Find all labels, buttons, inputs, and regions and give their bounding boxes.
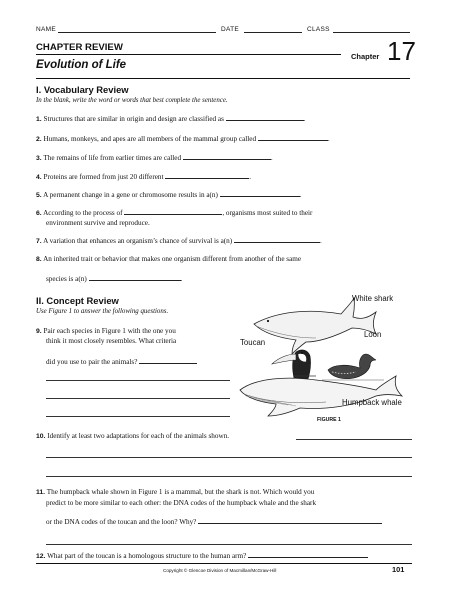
vocab-item-5: 5. A permanent change in a gene or chromosome results in a(n) . xyxy=(36,191,302,199)
figure-1-illustration xyxy=(236,290,416,430)
answer-line[interactable] xyxy=(46,380,230,381)
q11-line1: 11. The humpback whale shown in Figure 1 is a mammal, but the shark is not. Which would you xyxy=(36,488,315,496)
vocab-item-6-line2: environment survive and reproduce. xyxy=(46,219,150,227)
label-white-shark: White shark xyxy=(352,294,394,303)
answer-blank[interactable] xyxy=(226,113,304,121)
name-label: NAME xyxy=(36,26,56,33)
white-shark-drawing xyxy=(254,298,376,354)
figure-caption: FIGURE 1 xyxy=(317,417,341,423)
vocab-item-8: 8. An inherited trait or behavior that makes one organism different from another of the same xyxy=(36,255,302,263)
vocab-item-3: 3. The remains of life from earlier times are called . xyxy=(36,154,273,162)
answer-line[interactable] xyxy=(46,544,412,545)
page-title: Evolution of Life xyxy=(36,59,127,71)
answer-line[interactable] xyxy=(46,398,230,399)
concept-instruction: Use Figure 1 to answer the following questions. xyxy=(36,308,169,315)
answer-blank[interactable] xyxy=(89,273,181,281)
vocab-item-6: 6. According to the process of , organisms most suited to their xyxy=(36,209,313,217)
answer-blank[interactable] xyxy=(198,516,382,524)
header-rule xyxy=(36,78,410,79)
date-field[interactable] xyxy=(244,25,302,33)
answer-line[interactable] xyxy=(46,476,412,477)
humpback-whale-drawing xyxy=(240,376,402,416)
label-humpback-whale: Humpback whale xyxy=(342,398,402,407)
copyright: Copyright © Glencoe Division of Macmillan/McGraw-Hill xyxy=(163,568,277,573)
class-label: CLASS xyxy=(307,26,330,33)
label-toucan: Toucan xyxy=(240,338,266,347)
vocab-item-4: 4. Proteins are formed from just 20 different . xyxy=(36,173,252,181)
answer-line[interactable] xyxy=(46,457,412,458)
answer-blank[interactable] xyxy=(183,152,271,160)
q9-line3: did you use to pair the animals? xyxy=(46,356,197,367)
page-number: 101 xyxy=(392,565,405,574)
vocab-item-2: 2. Humans, monkeys, and apes are all members of the mammal group called . xyxy=(36,135,330,143)
answer-blank[interactable] xyxy=(258,133,328,141)
chapter-word: Chapter xyxy=(351,52,380,61)
date-label: DATE xyxy=(221,26,240,33)
q11-line2: predict to be more similar to each other: the DNA codes of the humpback whale and the shark xyxy=(46,499,317,507)
vocab-item-1: 1. Structures that are similar in origin and design are classified as . xyxy=(36,115,306,123)
title-rule xyxy=(36,54,341,55)
label-loon: Loon xyxy=(364,330,382,339)
answer-line[interactable] xyxy=(296,439,412,440)
answer-blank[interactable] xyxy=(124,207,222,215)
vocab-heading: I. Vocabulary Review xyxy=(36,84,129,95)
answer-blank[interactable] xyxy=(165,171,249,179)
q12: 12. What part of the toucan is a homologous structure to the human arm? xyxy=(36,550,368,562)
q9-line1: 9. Pair each species in Figure 1 with the one you xyxy=(36,327,176,335)
answer-blank[interactable] xyxy=(248,550,368,558)
name-field[interactable] xyxy=(58,25,216,33)
answer-blank[interactable] xyxy=(139,356,197,364)
answer-blank[interactable] xyxy=(234,235,320,243)
q10: 10. Identify at least two adaptations for each of the animals shown. xyxy=(36,432,230,440)
concept-heading: II. Concept Review xyxy=(36,295,119,306)
chapter-review-label: CHAPTER REVIEW xyxy=(36,42,123,53)
chapter-number: 17 xyxy=(387,36,416,66)
q11-line3: or the DNA codes of the toucan and the loon? Why? xyxy=(46,516,382,527)
class-field[interactable] xyxy=(333,25,410,33)
vocab-item-7: 7. A variation that enhances an organism’s chance of survival is a(n) . xyxy=(36,237,322,245)
answer-blank[interactable] xyxy=(220,189,300,197)
answer-line[interactable] xyxy=(46,416,230,417)
vocab-item-8-line2: species is a(n) . xyxy=(46,275,183,283)
loon-drawing xyxy=(322,354,384,380)
footer-rule xyxy=(36,563,412,564)
vocab-instruction: In the blank, write the word or words that best complete the sentence. xyxy=(36,97,228,104)
q9-line2: think it most closely resembles. What criteria xyxy=(46,337,177,345)
